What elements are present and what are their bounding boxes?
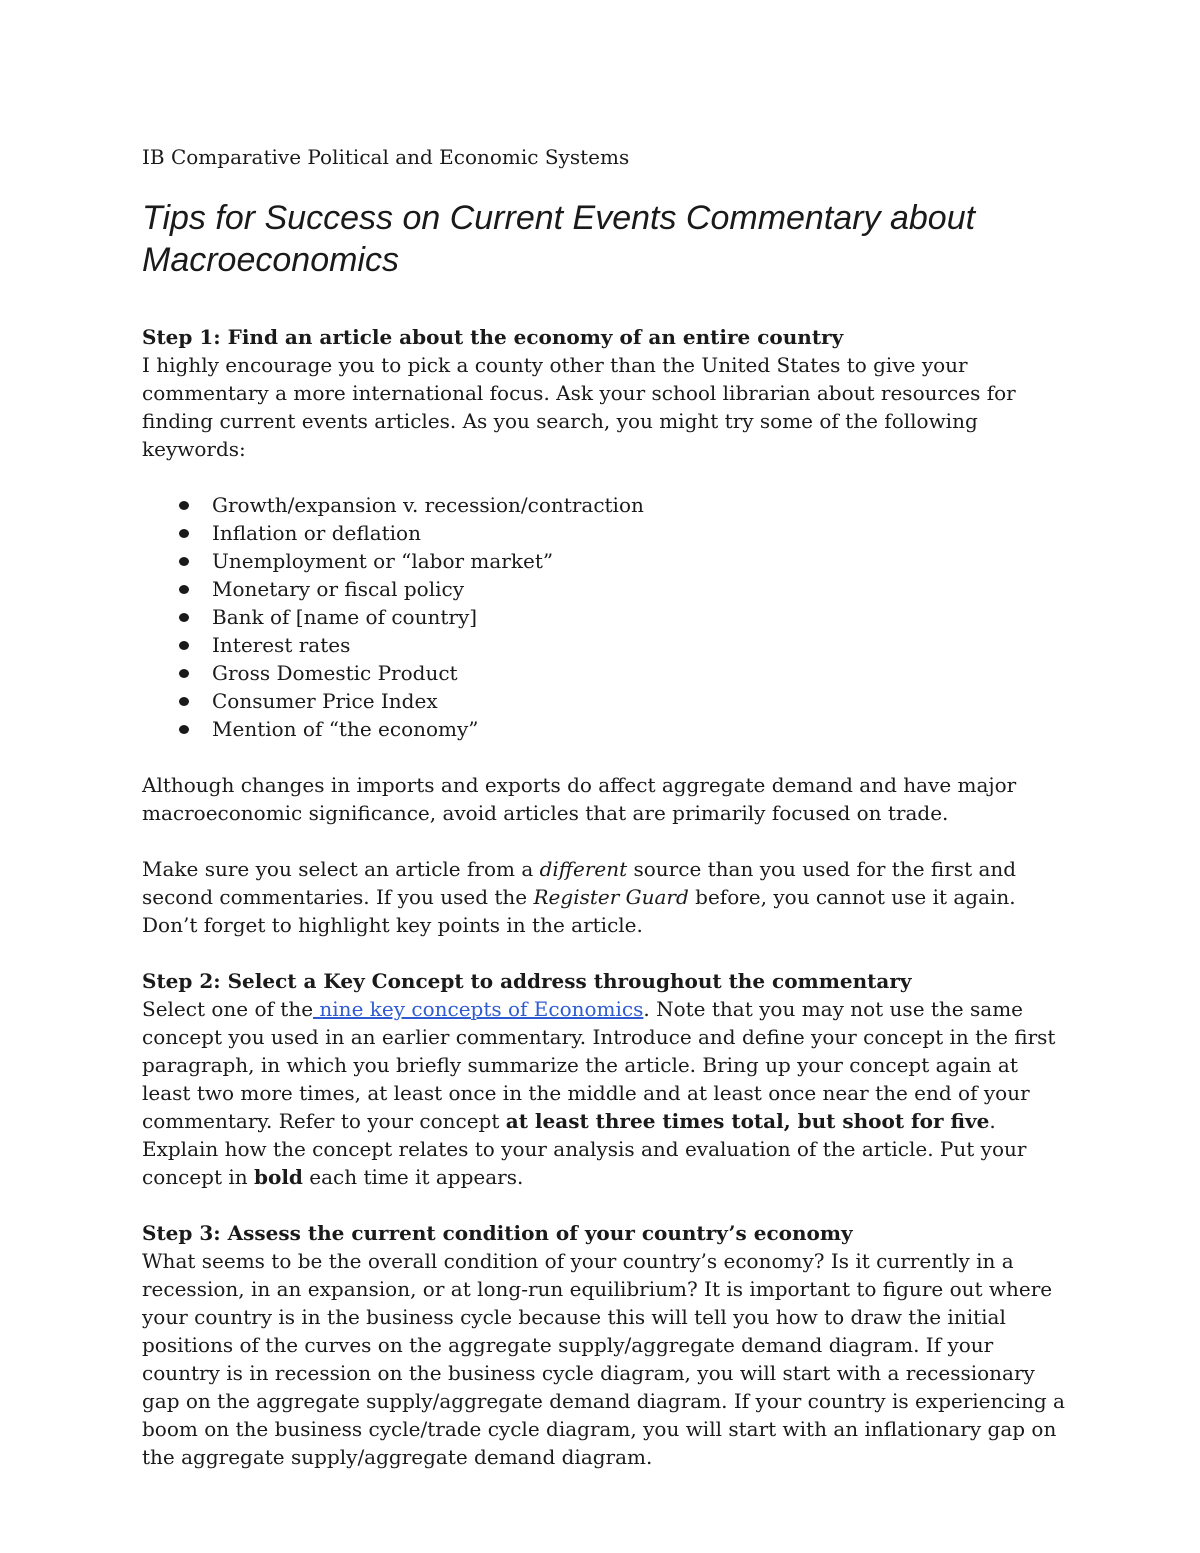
step-2-body	[142, 995, 1072, 1191]
step-2-text: Select one of the	[142, 997, 314, 1021]
step-1-heading: Step 1: Find an article about the economy of an entire country	[142, 325, 844, 349]
bullet-icon	[179, 697, 189, 706]
source-note	[142, 855, 1072, 939]
document-body	[142, 143, 1072, 1471]
keyword-text: Bank of [name of country]	[212, 605, 478, 629]
bullet-icon	[179, 557, 189, 566]
bullet-icon	[179, 725, 189, 734]
step-3-body: What seems to be the overall condition of your country’s economy? Is it currently in a recession, in an expansion, or at long-run equilibrium? It is important to figure out where your country is in the business cycle because this will tell you how to draw the initial positions of the curves on the aggregate supply/aggregate demand diagram. If your country is in recession on the business cycle diagram, you will start with a recessionary gap on the aggregate supply/aggregate demand diagram. If your country is experiencing a boom on the business cycle/trade cycle diagram, you will start with an inflationary gap on the aggregate supply/aggregate demand diagram.	[142, 1249, 1065, 1469]
list-item	[142, 603, 1072, 631]
keyword-text: Monetary or fiscal policy	[212, 577, 464, 601]
step-1-section	[142, 323, 1072, 939]
list-item	[142, 575, 1072, 603]
list-item	[142, 715, 1072, 743]
step-2-text: . Note that you may not use the same concept you used in an earlier commentary. Introduce and define your concept in the first paragraph, in which you briefly summarize the article. Bring up your concept again at least two more times, at least once in the middle and at least once near the end of your commentary. Refer to your concept	[142, 997, 1056, 1133]
keyword-text: Growth/expansion v. recession/contraction	[212, 493, 644, 517]
list-item	[142, 547, 1072, 575]
step-2-section	[142, 967, 1072, 1191]
trade-note: Although changes in imports and exports do affect aggregate demand and have major macroeconomic significance, avoid articles that are primarily focused on trade.	[142, 773, 1017, 825]
course-title: IB Comparative Political and Economic Systems	[142, 145, 630, 169]
list-item	[142, 491, 1072, 519]
bullet-icon	[179, 669, 189, 678]
keyword-text: Interest rates	[212, 633, 351, 657]
keyword-text: Consumer Price Index	[212, 689, 438, 713]
list-item	[142, 659, 1072, 687]
emphasis-register-guard: Register Guard	[533, 885, 689, 909]
bullet-icon	[179, 529, 189, 538]
emphasis-different: different	[539, 857, 628, 881]
list-item	[142, 687, 1072, 715]
step-2-text: each time it appears.	[302, 1165, 524, 1189]
list-item	[142, 519, 1072, 547]
emphasis-three-times: at least three times total, but shoot for five	[505, 1109, 990, 1133]
keyword-text: Inflation or deflation	[212, 521, 421, 545]
bullet-icon	[179, 585, 189, 594]
source-note-text: source than you used for the first and second commentaries. If you used the	[142, 857, 1017, 909]
keyword-text: Mention of “the economy”	[212, 717, 479, 741]
step-3-section	[142, 1219, 1072, 1471]
keyword-list	[142, 491, 1072, 743]
source-note-text: before, you cannot use it again. Don’t forget to highlight key points in the article.	[142, 885, 1016, 937]
source-note-text: Make sure you select an article from a	[142, 857, 540, 881]
list-item	[142, 631, 1072, 659]
emphasis-bold: bold	[254, 1165, 303, 1189]
document-title: Tips for Success on Current Events Commentary about Macroeconomics	[142, 199, 976, 279]
bullet-icon	[179, 613, 189, 622]
step-3-heading: Step 3: Assess the current condition of your country’s economy	[142, 1221, 853, 1245]
keyword-text: Unemployment or “labor market”	[212, 549, 554, 573]
bullet-icon	[179, 641, 189, 650]
key-concepts-link[interactable]: nine key concepts of Economics	[313, 997, 644, 1021]
bullet-icon	[179, 501, 189, 510]
step-1-intro: I highly encourage you to pick a county other than the United States to give your commentary a more international focus. Ask your school librarian about resources for finding current events articles. As you search, you might try some of the following keywords:	[142, 353, 1016, 461]
step-2-text: . Explain how the concept relates to your analysis and evaluation of the article. Put your concept in	[142, 1109, 1027, 1189]
keyword-text: Gross Domestic Product	[212, 661, 458, 685]
step-2-heading: Step 2: Select a Key Concept to address throughout the commentary	[142, 969, 912, 993]
